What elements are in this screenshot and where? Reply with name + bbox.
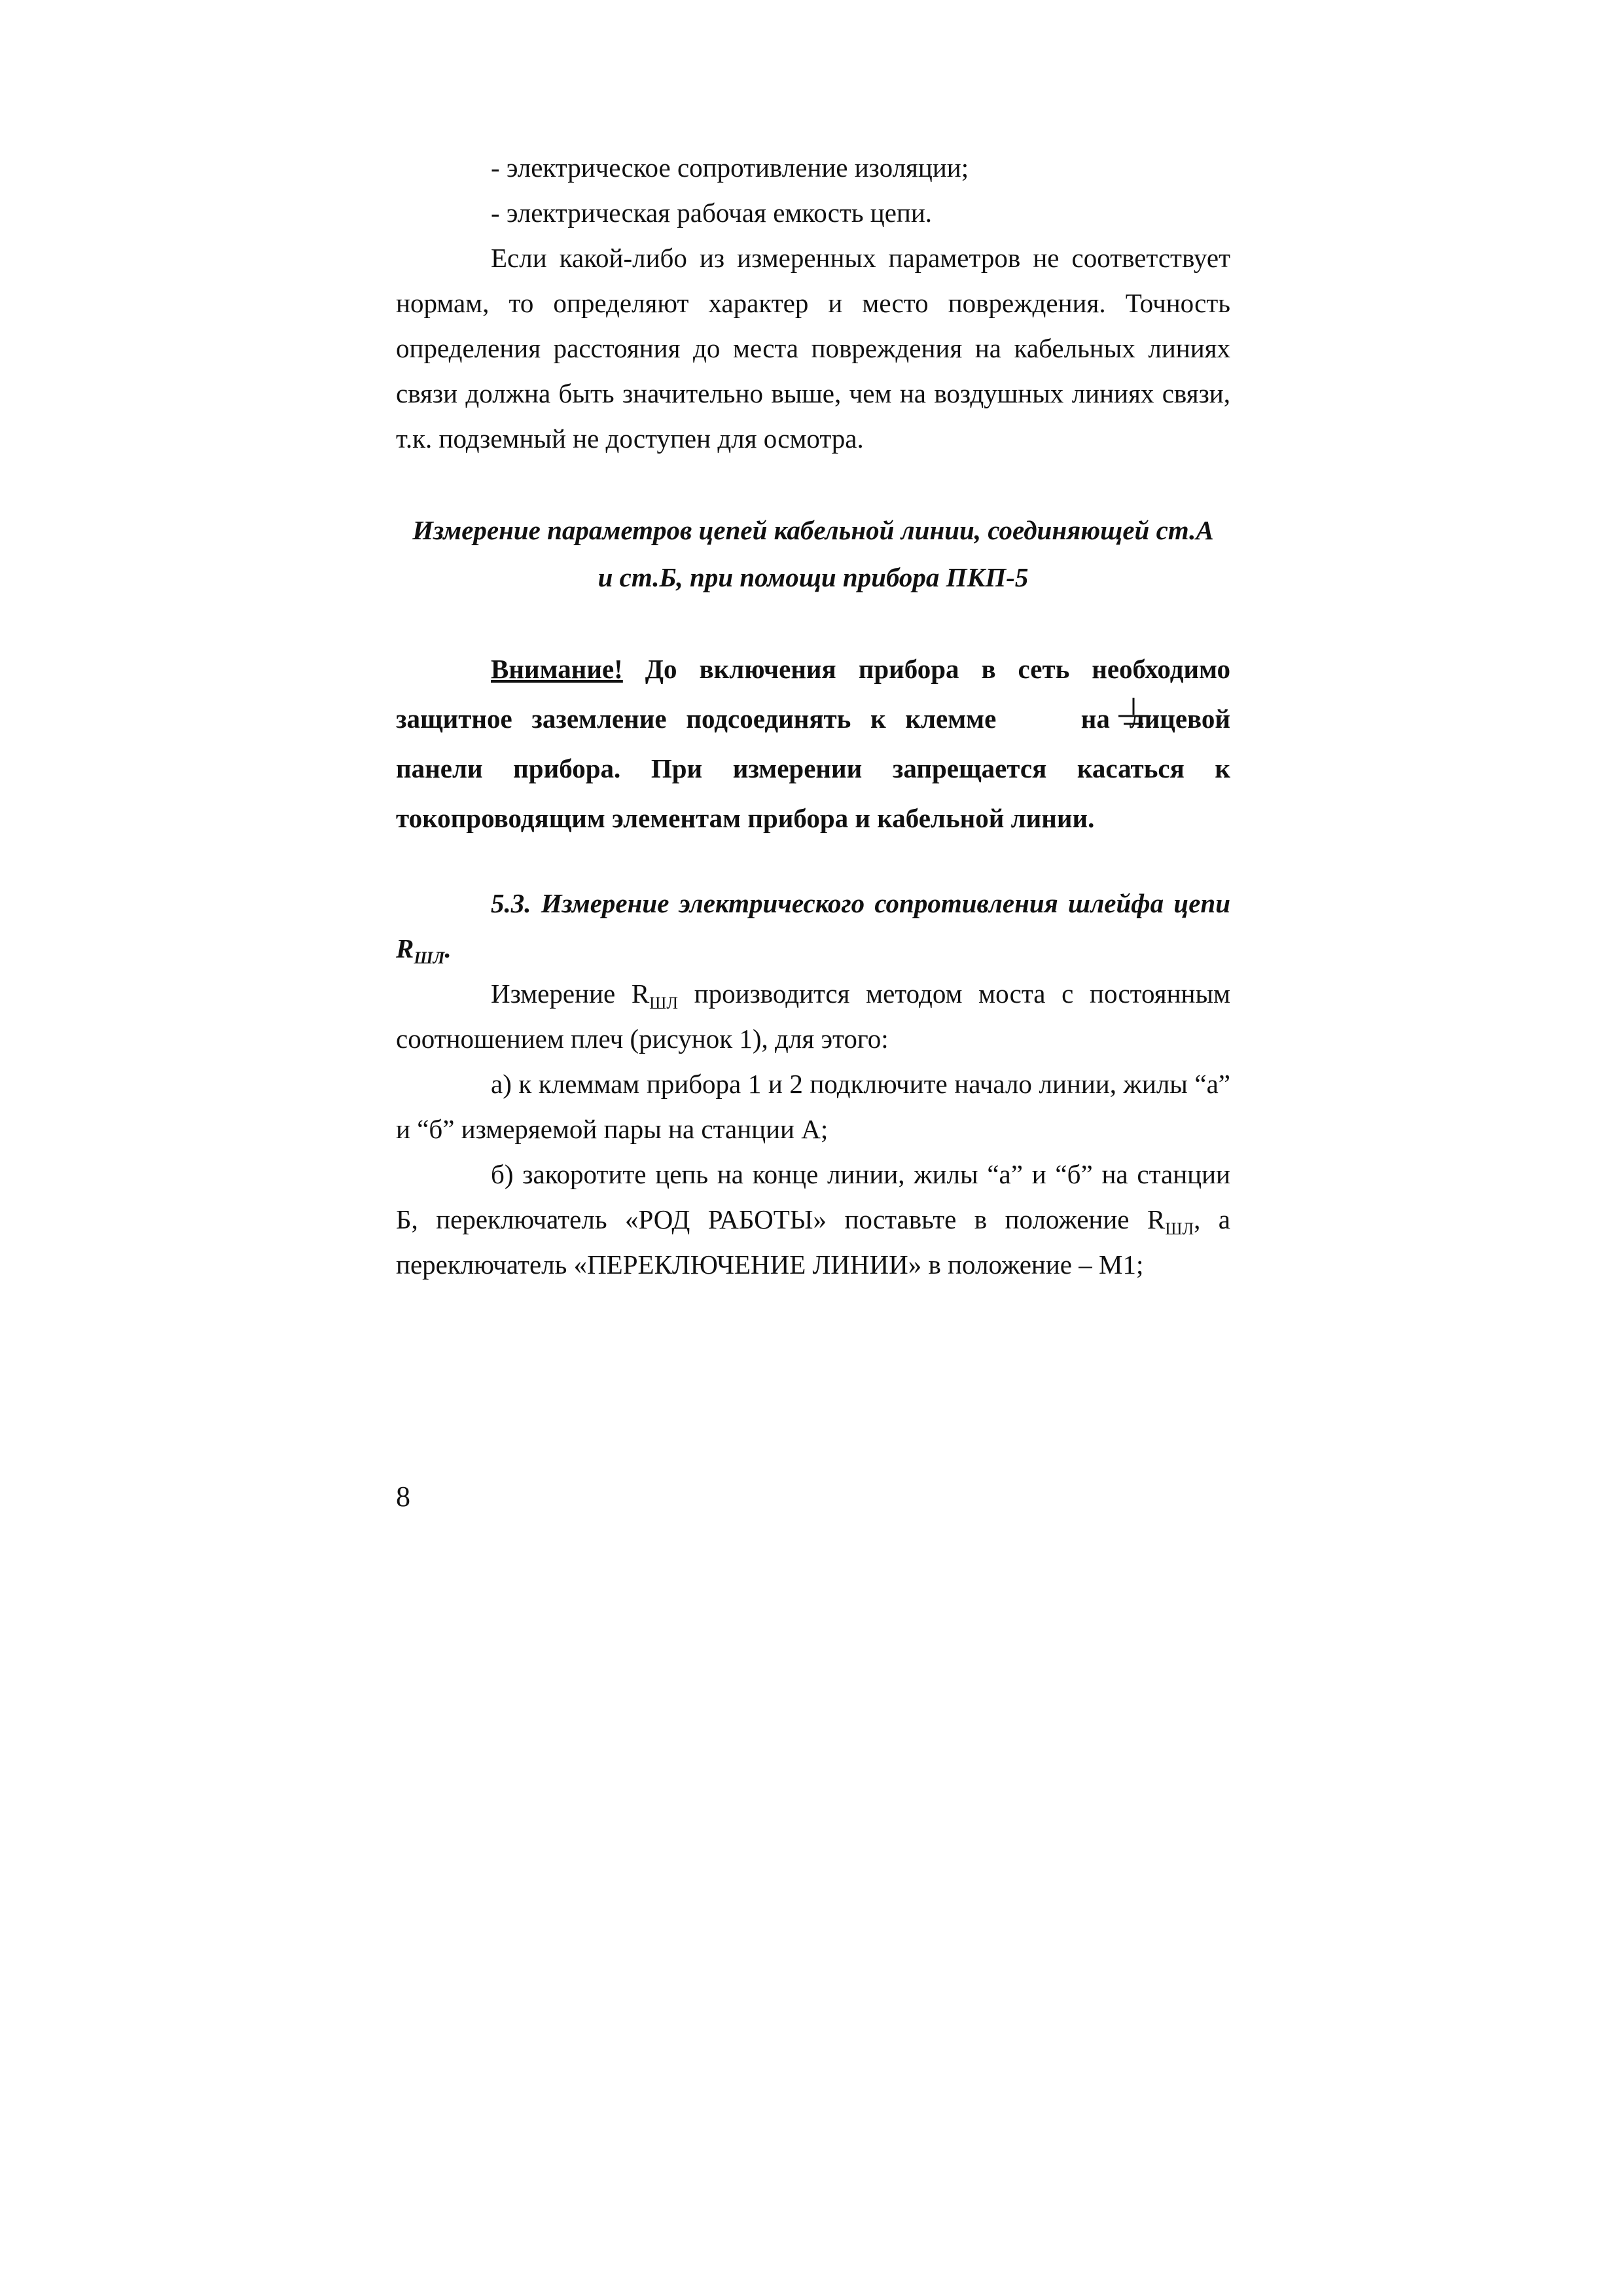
list-item-working-capacitance: - электрическая рабочая емкость цепи. [491,198,933,228]
measurement-subscript: ШЛ [649,994,679,1013]
subsection-heading [396,881,1230,971]
section-title-line-1: Измерение параметров цепей кабельной линии, соединяющей ст.А [412,515,1214,545]
warning-text-part-1: До включения прибора в сеть необходимо защитное заземление подсоединять к клемме [396,654,1230,734]
list-item-insulation-resistance: - электрическое сопротивление изоляции; [491,152,969,183]
measurement-text-before: Измерение R [491,978,650,1009]
subsection-heading-suffix: . [444,933,452,963]
warning-paragraph [396,644,1230,843]
intro-paragraph: Если какой-либо из измеренных параметров не соответствует нормам, то определяют характер и место повреждения. Точность определения расстояния до места повреждения на кабельных линиях связи должна быть значительно выше, чем на воздушных линиях связи, т.к. подземный не доступен для осмотра. [396,243,1230,454]
page-number: 8 [396,1480,410,1513]
step-b-subscript: ШЛ [1165,1219,1194,1238]
step-b-text-before: б) закоротите цепь на конце линии, жилы “а” и “б” на станции Б, переключатель «РОД РАБОТЫ» поставьте в положение R [396,1159,1230,1234]
section-title-line-2: и ст.Б, при помощи прибора ПКП-5 [597,562,1029,592]
measurement-text-after: производится методом моста с постоянным соотношением плеч (рисунок 1), для этого: [396,978,1230,1054]
subsection-heading-text: 5.3. Измерение электрического сопротивления шлейфа цепи R [396,888,1230,963]
ground-icon [1020,696,1058,730]
step-b-paragraph [396,1152,1230,1287]
step-b-text-after: , а переключатель «ПЕРЕКЛЮЧЕНИЕ ЛИНИИ» в положение – М1; [396,1204,1230,1280]
section-title [396,507,1230,601]
warning-text-part-2: на лицевой панели прибора. При измерении запрещается касаться к токопроводящим элементам прибора и кабельной линии. [396,704,1231,833]
document-body [396,145,1230,1287]
warning-lead: Внимание! [491,654,623,684]
measurement-paragraph [396,971,1230,1062]
subsection-heading-subscript: ШЛ [414,948,445,967]
step-a-paragraph: а) к клеммам прибора 1 и 2 подключите начало линии, жилы “а” и “б” измеряемой пары на станции А; [396,1069,1230,1144]
